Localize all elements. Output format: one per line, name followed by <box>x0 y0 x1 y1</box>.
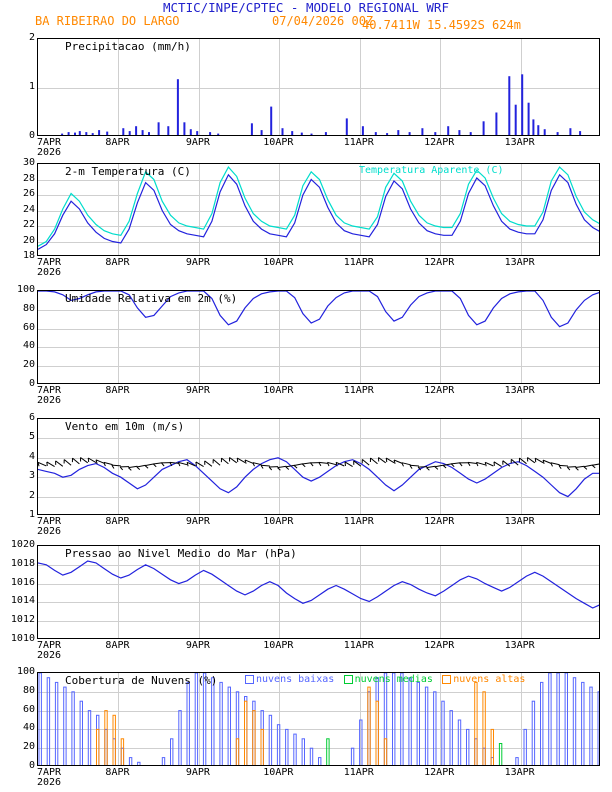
bar <box>384 739 386 766</box>
bar <box>196 131 198 136</box>
plot-title: Umidade Relativa em 2m (%) <box>65 292 238 305</box>
bar <box>277 725 279 766</box>
bar <box>521 74 523 136</box>
bar <box>286 729 288 766</box>
series-line <box>38 175 600 250</box>
y-axis-tick-label: 80 <box>22 302 35 314</box>
y-axis-tick-label: 1012 <box>10 614 35 626</box>
bar <box>434 132 436 136</box>
y-axis-tick-label: 1018 <box>10 557 35 569</box>
y-axis-tick-label: 26 <box>22 188 35 199</box>
bar <box>532 119 534 136</box>
bar <box>537 125 539 136</box>
bar <box>302 739 304 766</box>
bar <box>183 122 185 136</box>
bar <box>565 673 567 766</box>
x-axis-tick-label: 8APR <box>105 767 130 778</box>
series-line <box>38 167 600 246</box>
plot-title: Pressao ao Nivel Medio do Mar (hPa) <box>65 547 297 560</box>
x-axis-tick-label: 9APR <box>185 516 210 527</box>
bar <box>409 678 411 766</box>
x-axis-year-label: 2026 <box>37 526 62 537</box>
bar <box>470 132 472 136</box>
bar <box>97 729 99 766</box>
bar <box>491 729 493 766</box>
bar <box>88 711 90 766</box>
y-axis-tick-label: 20 <box>22 741 35 753</box>
y-axis-tick-label: 0 <box>28 130 35 141</box>
bar <box>74 133 76 136</box>
y-axis-tick-label: 1 <box>28 509 35 520</box>
bar <box>121 739 123 766</box>
bar <box>393 673 395 766</box>
cloud-legend-nuvens-baixas: nuvens baixas <box>245 674 334 685</box>
bar <box>61 134 63 136</box>
bar <box>113 715 115 766</box>
bar <box>325 132 327 136</box>
bar <box>467 729 469 766</box>
bar <box>376 701 378 766</box>
bar <box>158 122 160 136</box>
bar <box>375 132 377 136</box>
bar <box>162 758 164 766</box>
bar <box>573 678 575 766</box>
x-axis-tick-label: 7APR <box>37 257 62 268</box>
bar <box>590 687 592 766</box>
x-axis-tick-label: 12APR <box>424 516 455 527</box>
bar <box>122 128 124 136</box>
bar <box>528 103 530 136</box>
temperature-apparent-legend: Temperatura Aparente (C) <box>359 165 504 176</box>
x-axis-tick-label: 10APR <box>263 137 294 148</box>
bar <box>177 79 179 136</box>
bar <box>138 762 140 766</box>
y-axis-tick-label: 40 <box>22 722 35 734</box>
bar <box>167 126 169 136</box>
y-axis-tick-label: 28 <box>22 172 35 184</box>
bar <box>524 729 526 766</box>
x-axis-tick-label: 13APR <box>504 640 535 651</box>
bar <box>269 715 271 766</box>
y-axis-tick-label: 60 <box>22 321 35 333</box>
bar <box>475 682 477 766</box>
bar <box>368 687 370 766</box>
y-axis-tick-label: 20 <box>22 359 35 371</box>
bar <box>80 701 82 766</box>
x-axis-tick-label: 11APR <box>343 257 374 268</box>
bar <box>251 123 253 136</box>
x-axis-tick-label: 10APR <box>263 516 294 527</box>
bar <box>346 118 348 136</box>
bar <box>310 748 312 766</box>
x-axis-tick-label: 10APR <box>263 767 294 778</box>
x-axis-tick-label: 13APR <box>504 767 535 778</box>
bar <box>187 682 189 766</box>
bar <box>220 682 222 766</box>
bar <box>129 131 131 136</box>
y-axis-tick-label: 100 <box>16 284 35 295</box>
plot-title: Cobertura de Nuvens (%) <box>65 674 218 687</box>
bar <box>598 692 600 766</box>
bar <box>425 687 427 766</box>
bar <box>212 678 214 766</box>
bar <box>351 748 353 766</box>
plot-title: Vento em 10m (m/s) <box>65 420 185 433</box>
x-axis-year-label: 2026 <box>37 147 62 158</box>
x-axis-tick-label: 7APR <box>37 516 62 527</box>
bar <box>397 130 399 136</box>
bar <box>301 133 303 136</box>
bar <box>179 711 181 766</box>
y-axis-tick-label: 60 <box>22 703 35 715</box>
bar <box>217 134 219 136</box>
y-axis-tick-label: 0 <box>28 760 35 771</box>
bar <box>72 692 74 766</box>
bar <box>495 113 497 137</box>
x-axis-tick-label: 13APR <box>504 257 535 268</box>
bar <box>291 131 293 136</box>
x-axis-tick-label: 11APR <box>343 385 374 396</box>
y-axis-tick-label: 2 <box>28 489 35 501</box>
bar <box>362 126 364 136</box>
bar <box>515 105 517 136</box>
x-axis-tick-label: 13APR <box>504 137 535 148</box>
bar <box>294 734 296 766</box>
bar <box>442 701 444 766</box>
cloud-legend-nuvens-altas: nuvens altas <box>442 674 525 685</box>
y-axis-tick-label: 30 <box>22 157 35 168</box>
bar <box>253 711 255 766</box>
plot-title: Precipitacao (mm/h) <box>65 40 191 53</box>
bar <box>458 130 460 136</box>
bar <box>458 720 460 766</box>
y-axis-tick-label: 40 <box>22 340 35 352</box>
x-axis-tick-label: 13APR <box>504 516 535 527</box>
header <box>0 0 612 15</box>
x-axis-year-label: 2026 <box>37 395 62 406</box>
bar <box>499 744 501 767</box>
bar <box>579 131 581 136</box>
bar <box>261 130 263 136</box>
x-axis-tick-label: 13APR <box>504 385 535 396</box>
x-axis-tick-label: 9APR <box>185 767 210 778</box>
x-axis-tick-label: 8APR <box>105 385 130 396</box>
bar <box>532 701 534 766</box>
x-axis-tick-label: 12APR <box>424 640 455 651</box>
x-axis-tick-label: 12APR <box>424 385 455 396</box>
x-axis-tick-label: 9APR <box>185 385 210 396</box>
y-axis-tick-label: 80 <box>22 684 35 696</box>
bar <box>105 711 107 766</box>
bar <box>39 673 41 766</box>
bar <box>421 128 423 136</box>
bar <box>236 739 238 766</box>
bar <box>190 129 192 136</box>
x-axis-tick-label: 8APR <box>105 137 130 148</box>
bar <box>228 687 230 766</box>
bar <box>483 692 485 766</box>
y-axis-tick-label: 24 <box>22 203 35 215</box>
x-axis-tick-label: 11APR <box>343 640 374 651</box>
bar <box>92 133 94 136</box>
bar <box>557 132 559 136</box>
bar <box>209 132 211 136</box>
bar <box>148 132 150 136</box>
bar <box>549 673 551 766</box>
bar <box>541 682 543 766</box>
bar <box>106 132 108 136</box>
bar <box>582 682 584 766</box>
y-axis-tick-label: 18 <box>22 250 35 261</box>
bar <box>409 132 411 136</box>
x-axis-tick-label: 10APR <box>263 385 294 396</box>
bar <box>79 131 81 136</box>
y-axis-tick-label: 20 <box>22 234 35 246</box>
bar <box>129 758 131 766</box>
bar <box>68 132 70 136</box>
x-axis-tick-label: 10APR <box>263 640 294 651</box>
bar <box>47 678 49 766</box>
bar <box>261 729 263 766</box>
bar <box>282 128 284 136</box>
y-axis-tick-label: 2 <box>28 32 35 43</box>
y-axis-tick-label: 1016 <box>10 576 35 588</box>
bar <box>417 682 419 766</box>
wind-barbs <box>38 458 600 471</box>
x-axis-tick-label: 11APR <box>343 137 374 148</box>
x-axis-tick-label: 12APR <box>424 257 455 268</box>
x-axis-tick-label: 11APR <box>343 516 374 527</box>
cloud-legend-nuvens-medias: nuvens medias <box>344 674 433 685</box>
station-name: BA RIBEIRAO DO LARGO <box>35 14 180 28</box>
bar <box>386 133 388 136</box>
y-axis-tick-label: 1010 <box>10 633 35 644</box>
bar <box>569 128 571 136</box>
y-axis-tick-label: 1014 <box>10 595 35 607</box>
bar <box>447 126 449 136</box>
y-axis-tick-label: 6 <box>28 412 35 423</box>
bar <box>544 129 546 136</box>
x-axis-tick-label: 7APR <box>37 640 62 651</box>
x-axis-tick-label: 7APR <box>37 137 62 148</box>
bar <box>135 126 137 136</box>
plot-title: 2-m Temperatura (C) <box>65 165 191 178</box>
series-line <box>38 561 600 608</box>
bar <box>55 682 57 766</box>
x-axis-tick-label: 9APR <box>185 640 210 651</box>
y-axis-tick-label: 0 <box>28 378 35 389</box>
bar <box>483 121 485 136</box>
bar <box>270 107 272 136</box>
x-axis-tick-label: 11APR <box>343 767 374 778</box>
series-canvas <box>38 419 600 515</box>
bar <box>85 132 87 136</box>
bar <box>401 673 403 766</box>
bar <box>508 76 510 136</box>
y-axis-tick-label: 5 <box>28 431 35 443</box>
y-axis-tick-label: 22 <box>22 219 35 230</box>
bar <box>516 758 518 766</box>
x-axis-year-label: 2026 <box>37 777 62 788</box>
bar <box>171 739 173 766</box>
bar <box>142 130 144 136</box>
x-axis-tick-label: 10APR <box>263 257 294 268</box>
x-axis-year-label: 2026 <box>37 650 62 661</box>
x-axis-tick-label: 7APR <box>37 767 62 778</box>
x-axis-tick-label: 9APR <box>185 257 210 268</box>
series-canvas <box>38 39 600 136</box>
model-title: MCTIC/INPE/CPTEC - MODELO REGIONAL WRF <box>163 0 449 15</box>
bar <box>319 758 321 766</box>
x-axis-tick-label: 9APR <box>185 137 210 148</box>
x-axis-tick-label: 12APR <box>424 137 455 148</box>
x-axis-tick-label: 7APR <box>37 385 62 396</box>
bar <box>557 673 559 766</box>
station-coordinates: 40.7411W 15.4592S 624m <box>362 18 521 32</box>
y-axis-tick-label: 1 <box>28 81 35 92</box>
bar <box>434 692 436 766</box>
bar <box>360 720 362 766</box>
x-axis-tick-label: 8APR <box>105 257 130 268</box>
x-axis-tick-label: 8APR <box>105 640 130 651</box>
bar <box>245 701 247 766</box>
bar <box>311 134 313 136</box>
x-axis-tick-label: 12APR <box>424 767 455 778</box>
y-axis-tick-label: 100 <box>16 666 35 677</box>
y-axis-tick-label: 4 <box>28 450 35 462</box>
y-axis-tick-label: 1020 <box>10 539 35 550</box>
bar <box>450 711 452 766</box>
run-date: 07/04/2026 00Z <box>272 14 374 28</box>
bar <box>327 739 329 766</box>
bar <box>98 130 100 136</box>
x-axis-tick-label: 8APR <box>105 516 130 527</box>
bar <box>64 687 66 766</box>
x-axis-year-label: 2026 <box>37 267 62 278</box>
y-axis-tick-label: 3 <box>28 470 35 482</box>
